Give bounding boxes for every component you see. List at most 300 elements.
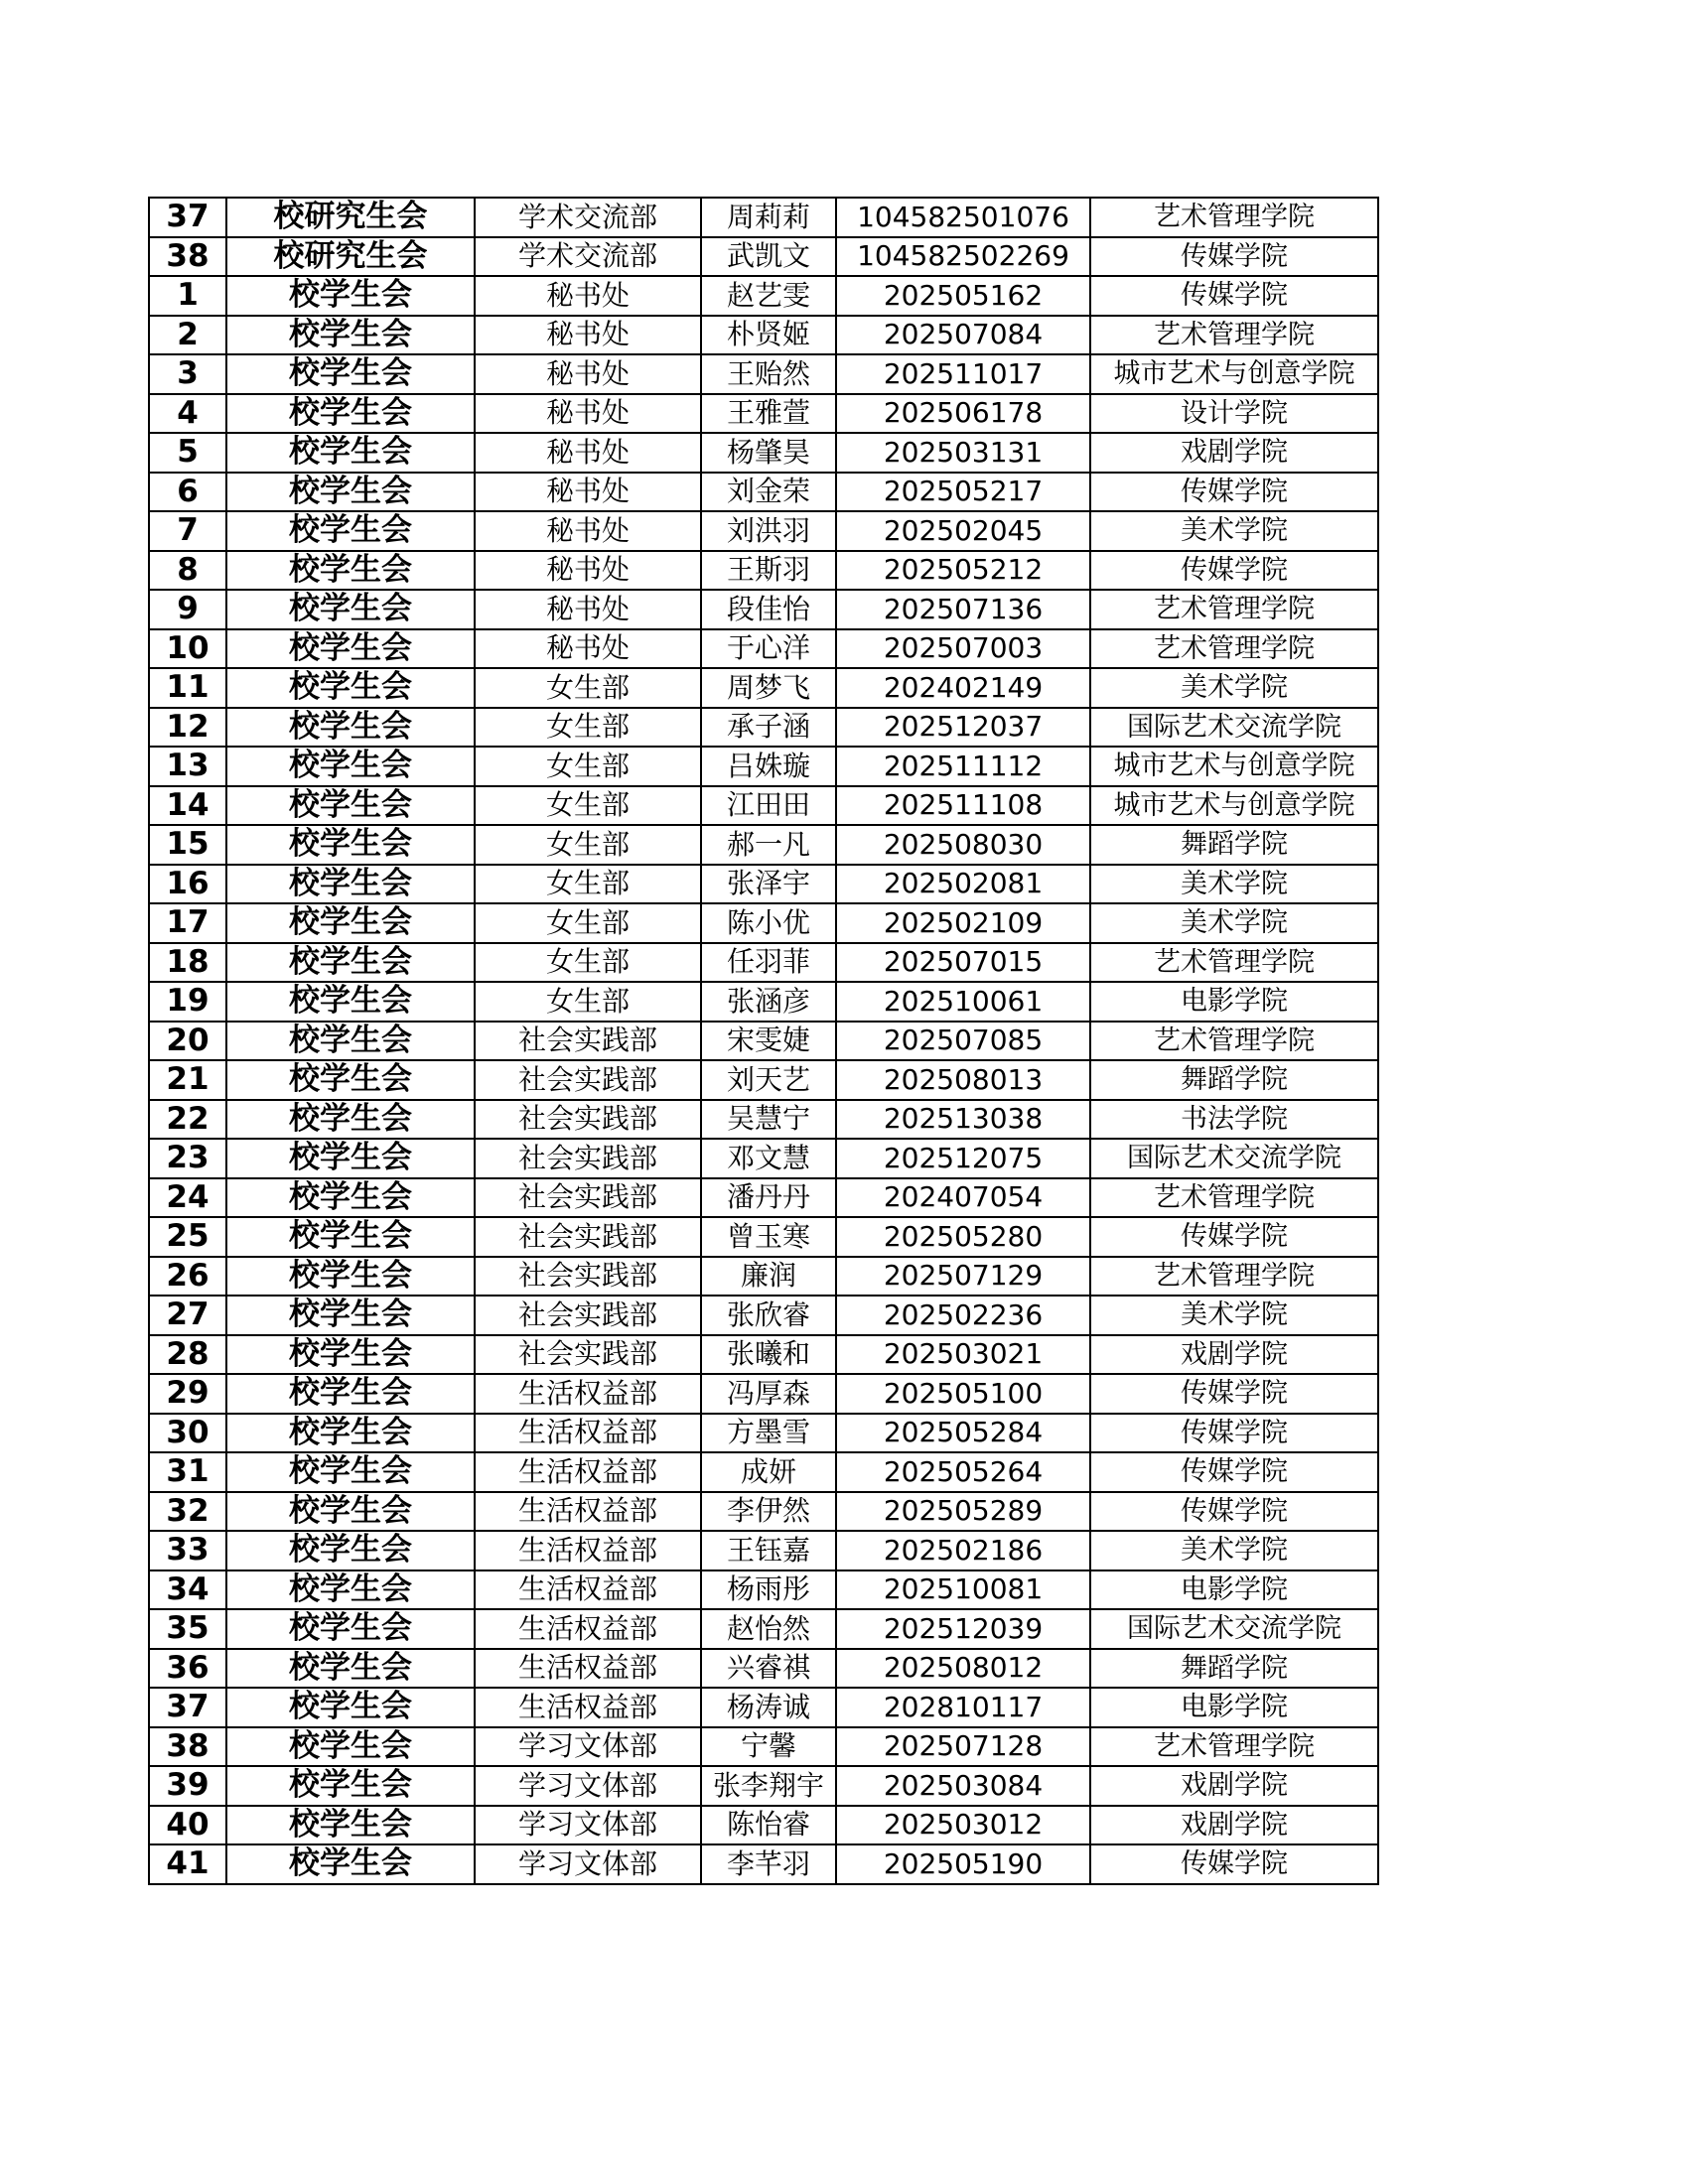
cell-number: 37 [149, 1688, 226, 1727]
cell-organization: 校学生会 [226, 903, 475, 943]
table-row [149, 1139, 1378, 1178]
cell-college: 戏剧学院 [1090, 1766, 1378, 1806]
cell-organization: 校学生会 [226, 1492, 475, 1532]
table-row [149, 198, 1378, 237]
cell-number: 22 [149, 1100, 226, 1140]
cell-college: 电影学院 [1090, 1688, 1378, 1727]
cell-department: 社会实践部 [475, 1335, 701, 1375]
cell-department: 女生部 [475, 865, 701, 904]
cell-college: 电影学院 [1090, 982, 1378, 1022]
cell-student-id: 202512039 [836, 1609, 1090, 1649]
cell-department: 社会实践部 [475, 1100, 701, 1140]
table-row [149, 1060, 1378, 1100]
cell-number: 35 [149, 1609, 226, 1649]
cell-department: 生活权益部 [475, 1414, 701, 1453]
cell-student-id: 202505280 [836, 1217, 1090, 1257]
table-row [149, 982, 1378, 1022]
table-row [149, 629, 1378, 669]
cell-number: 3 [149, 354, 226, 394]
cell-number: 5 [149, 433, 226, 473]
cell-student-name: 王钰嘉 [701, 1531, 836, 1570]
cell-college: 艺术管理学院 [1090, 198, 1378, 237]
cell-number: 37 [149, 198, 226, 237]
cell-student-name: 陈怡睿 [701, 1806, 836, 1845]
cell-college: 艺术管理学院 [1090, 590, 1378, 629]
cell-college: 美术学院 [1090, 865, 1378, 904]
cell-number: 17 [149, 903, 226, 943]
cell-student-name: 成妍 [701, 1452, 836, 1492]
cell-number: 31 [149, 1452, 226, 1492]
cell-student-name: 杨涛诚 [701, 1688, 836, 1727]
cell-organization: 校学生会 [226, 629, 475, 669]
cell-department: 社会实践部 [475, 1139, 701, 1178]
cell-number: 15 [149, 825, 226, 865]
cell-department: 秘书处 [475, 316, 701, 355]
cell-college: 书法学院 [1090, 1100, 1378, 1140]
cell-student-id: 202507015 [836, 943, 1090, 983]
table-row [149, 316, 1378, 355]
cell-student-id: 202507084 [836, 316, 1090, 355]
cell-college: 传媒学院 [1090, 1414, 1378, 1453]
cell-number: 7 [149, 511, 226, 551]
cell-student-name: 冯厚森 [701, 1374, 836, 1414]
cell-student-name: 任羽菲 [701, 943, 836, 983]
cell-student-id: 202507128 [836, 1727, 1090, 1767]
cell-student-id: 202505162 [836, 276, 1090, 316]
cell-department: 社会实践部 [475, 1022, 701, 1061]
cell-organization: 校学生会 [226, 1296, 475, 1335]
cell-department: 秘书处 [475, 511, 701, 551]
table-row [149, 590, 1378, 629]
cell-organization: 校学生会 [226, 1609, 475, 1649]
cell-student-id: 202502081 [836, 865, 1090, 904]
cell-department: 生活权益部 [475, 1374, 701, 1414]
cell-number: 16 [149, 865, 226, 904]
cell-number: 39 [149, 1766, 226, 1806]
cell-student-id: 202810117 [836, 1688, 1090, 1727]
cell-number: 25 [149, 1217, 226, 1257]
cell-number: 2 [149, 316, 226, 355]
cell-organization: 校学生会 [226, 316, 475, 355]
cell-department: 女生部 [475, 825, 701, 865]
cell-student-name: 潘丹丹 [701, 1178, 836, 1218]
cell-number: 18 [149, 943, 226, 983]
cell-organization: 校学生会 [226, 1727, 475, 1767]
cell-student-id: 202407054 [836, 1178, 1090, 1218]
cell-department: 秘书处 [475, 354, 701, 394]
table-row [149, 1531, 1378, 1570]
cell-department: 女生部 [475, 943, 701, 983]
cell-student-id: 104582502269 [836, 237, 1090, 277]
cell-number: 20 [149, 1022, 226, 1061]
cell-college: 电影学院 [1090, 1570, 1378, 1610]
cell-department: 女生部 [475, 708, 701, 748]
cell-number: 6 [149, 473, 226, 512]
cell-student-name: 武凯文 [701, 237, 836, 277]
cell-organization: 校学生会 [226, 1570, 475, 1610]
cell-student-id: 202513038 [836, 1100, 1090, 1140]
cell-department: 生活权益部 [475, 1531, 701, 1570]
table-row [149, 473, 1378, 512]
cell-student-id: 202502045 [836, 511, 1090, 551]
cell-student-id: 202511108 [836, 786, 1090, 826]
table-row [149, 747, 1378, 786]
cell-number: 10 [149, 629, 226, 669]
cell-student-id: 202502186 [836, 1531, 1090, 1570]
cell-number: 27 [149, 1296, 226, 1335]
cell-student-name: 杨雨彤 [701, 1570, 836, 1610]
cell-student-name: 刘洪羽 [701, 511, 836, 551]
cell-student-name: 张曦和 [701, 1335, 836, 1375]
cell-number: 21 [149, 1060, 226, 1100]
table-row [149, 1414, 1378, 1453]
table-row [149, 1806, 1378, 1845]
cell-student-name: 李伊然 [701, 1492, 836, 1532]
cell-organization: 校学生会 [226, 1844, 475, 1884]
cell-number: 13 [149, 747, 226, 786]
cell-college: 舞蹈学院 [1090, 825, 1378, 865]
cell-organization: 校学生会 [226, 433, 475, 473]
cell-student-id: 202508030 [836, 825, 1090, 865]
table-row [149, 825, 1378, 865]
cell-number: 14 [149, 786, 226, 826]
cell-student-name: 郝一凡 [701, 825, 836, 865]
cell-department: 社会实践部 [475, 1296, 701, 1335]
cell-college: 艺术管理学院 [1090, 1022, 1378, 1061]
cell-college: 戏剧学院 [1090, 1335, 1378, 1375]
cell-student-id: 202505289 [836, 1492, 1090, 1532]
cell-college: 传媒学院 [1090, 1374, 1378, 1414]
table-row [149, 1492, 1378, 1532]
cell-number: 38 [149, 237, 226, 277]
cell-student-name: 吴慧宁 [701, 1100, 836, 1140]
cell-number: 4 [149, 394, 226, 434]
cell-student-id: 202505284 [836, 1414, 1090, 1453]
cell-department: 社会实践部 [475, 1060, 701, 1100]
cell-number: 36 [149, 1649, 226, 1689]
table-row [149, 1452, 1378, 1492]
cell-student-id: 202503021 [836, 1335, 1090, 1375]
cell-number: 38 [149, 1727, 226, 1767]
cell-student-name: 刘天艺 [701, 1060, 836, 1100]
cell-student-name: 张欣睿 [701, 1296, 836, 1335]
cell-organization: 校学生会 [226, 1766, 475, 1806]
cell-student-id: 202511112 [836, 747, 1090, 786]
cell-college: 舞蹈学院 [1090, 1060, 1378, 1100]
cell-department: 学术交流部 [475, 198, 701, 237]
cell-college: 戏剧学院 [1090, 433, 1378, 473]
cell-organization: 校学生会 [226, 982, 475, 1022]
cell-department: 女生部 [475, 982, 701, 1022]
cell-student-name: 吕姝璇 [701, 747, 836, 786]
cell-organization: 校学生会 [226, 865, 475, 904]
cell-student-name: 王雅萱 [701, 394, 836, 434]
cell-student-name: 张泽宇 [701, 865, 836, 904]
table-row [149, 668, 1378, 708]
cell-organization: 校学生会 [226, 786, 475, 826]
cell-college: 传媒学院 [1090, 1844, 1378, 1884]
cell-student-id: 202507136 [836, 590, 1090, 629]
cell-department: 社会实践部 [475, 1257, 701, 1297]
cell-student-id: 202402149 [836, 668, 1090, 708]
cell-organization: 校学生会 [226, 590, 475, 629]
cell-department: 学习文体部 [475, 1727, 701, 1767]
cell-college: 传媒学院 [1090, 551, 1378, 591]
cell-department: 社会实践部 [475, 1217, 701, 1257]
cell-student-id: 202505212 [836, 551, 1090, 591]
cell-organization: 校学生会 [226, 1374, 475, 1414]
cell-student-id: 202510081 [836, 1570, 1090, 1610]
cell-organization: 校学生会 [226, 511, 475, 551]
table-row [149, 354, 1378, 394]
cell-department: 秘书处 [475, 276, 701, 316]
cell-college: 城市艺术与创意学院 [1090, 747, 1378, 786]
table-row [149, 786, 1378, 826]
cell-organization: 校学生会 [226, 551, 475, 591]
cell-department: 女生部 [475, 786, 701, 826]
cell-college: 传媒学院 [1090, 1452, 1378, 1492]
cell-college: 艺术管理学院 [1090, 1727, 1378, 1767]
cell-number: 8 [149, 551, 226, 591]
cell-organization: 校研究生会 [226, 237, 475, 277]
table-row [149, 943, 1378, 983]
table-row [149, 1609, 1378, 1649]
cell-department: 生活权益部 [475, 1609, 701, 1649]
cell-department: 女生部 [475, 668, 701, 708]
cell-organization: 校学生会 [226, 1414, 475, 1453]
cell-student-name: 刘金荣 [701, 473, 836, 512]
cell-number: 40 [149, 1806, 226, 1845]
cell-department: 秘书处 [475, 433, 701, 473]
cell-college: 传媒学院 [1090, 237, 1378, 277]
cell-student-id: 202502109 [836, 903, 1090, 943]
cell-student-name: 李芊羽 [701, 1844, 836, 1884]
cell-student-id: 104582501076 [836, 198, 1090, 237]
cell-number: 28 [149, 1335, 226, 1375]
cell-student-name: 兴睿祺 [701, 1649, 836, 1689]
cell-department: 秘书处 [475, 473, 701, 512]
table-row [149, 511, 1378, 551]
cell-department: 女生部 [475, 747, 701, 786]
cell-organization: 校学生会 [226, 1452, 475, 1492]
cell-organization: 校研究生会 [226, 198, 475, 237]
cell-student-id: 202502236 [836, 1296, 1090, 1335]
cell-organization: 校学生会 [226, 473, 475, 512]
cell-college: 传媒学院 [1090, 1217, 1378, 1257]
cell-number: 29 [149, 1374, 226, 1414]
cell-organization: 校学生会 [226, 1217, 475, 1257]
cell-number: 24 [149, 1178, 226, 1218]
cell-number: 32 [149, 1492, 226, 1532]
cell-student-name: 王贻然 [701, 354, 836, 394]
cell-organization: 校学生会 [226, 394, 475, 434]
table-row [149, 903, 1378, 943]
table-row [149, 1100, 1378, 1140]
cell-student-id: 202503084 [836, 1766, 1090, 1806]
cell-organization: 校学生会 [226, 276, 475, 316]
table-row [149, 237, 1378, 277]
cell-number: 23 [149, 1139, 226, 1178]
cell-student-name: 杨肇昊 [701, 433, 836, 473]
cell-college: 美术学院 [1090, 1296, 1378, 1335]
cell-department: 秘书处 [475, 394, 701, 434]
table-row [149, 1296, 1378, 1335]
cell-student-name: 宁馨 [701, 1727, 836, 1767]
cell-organization: 校学生会 [226, 354, 475, 394]
cell-organization: 校学生会 [226, 1257, 475, 1297]
cell-college: 美术学院 [1090, 903, 1378, 943]
cell-department: 生活权益部 [475, 1688, 701, 1727]
cell-student-name: 周梦飞 [701, 668, 836, 708]
cell-organization: 校学生会 [226, 1531, 475, 1570]
cell-student-name: 陈小优 [701, 903, 836, 943]
table-row [149, 1257, 1378, 1297]
roster-table-body [149, 198, 1378, 1884]
cell-number: 26 [149, 1257, 226, 1297]
cell-student-name: 周莉莉 [701, 198, 836, 237]
cell-college: 艺术管理学院 [1090, 316, 1378, 355]
cell-department: 生活权益部 [475, 1492, 701, 1532]
cell-college: 美术学院 [1090, 668, 1378, 708]
cell-student-id: 202508013 [836, 1060, 1090, 1100]
table-row [149, 1335, 1378, 1375]
table-row [149, 865, 1378, 904]
cell-department: 学习文体部 [475, 1766, 701, 1806]
cell-department: 社会实践部 [475, 1178, 701, 1218]
cell-organization: 校学生会 [226, 825, 475, 865]
cell-organization: 校学生会 [226, 1100, 475, 1140]
cell-number: 12 [149, 708, 226, 748]
cell-organization: 校学生会 [226, 1022, 475, 1061]
roster-table [148, 197, 1379, 1885]
cell-student-id: 202505264 [836, 1452, 1090, 1492]
cell-college: 舞蹈学院 [1090, 1649, 1378, 1689]
cell-student-name: 王斯羽 [701, 551, 836, 591]
cell-department: 学习文体部 [475, 1806, 701, 1845]
cell-number: 34 [149, 1570, 226, 1610]
cell-student-id: 202507129 [836, 1257, 1090, 1297]
cell-organization: 校学生会 [226, 1139, 475, 1178]
cell-number: 41 [149, 1844, 226, 1884]
cell-department: 秘书处 [475, 551, 701, 591]
table-row [149, 394, 1378, 434]
cell-student-name: 宋雯婕 [701, 1022, 836, 1061]
cell-organization: 校学生会 [226, 747, 475, 786]
cell-organization: 校学生会 [226, 668, 475, 708]
cell-college: 艺术管理学院 [1090, 1178, 1378, 1218]
cell-number: 11 [149, 668, 226, 708]
cell-student-id: 202505217 [836, 473, 1090, 512]
table-row [149, 1178, 1378, 1218]
cell-department: 学习文体部 [475, 1844, 701, 1884]
cell-organization: 校学生会 [226, 1806, 475, 1845]
table-row [149, 1217, 1378, 1257]
cell-student-id: 202503131 [836, 433, 1090, 473]
cell-department: 秘书处 [475, 590, 701, 629]
table-row [149, 1688, 1378, 1727]
cell-department: 女生部 [475, 903, 701, 943]
cell-student-id: 202506178 [836, 394, 1090, 434]
cell-college: 城市艺术与创意学院 [1090, 354, 1378, 394]
table-row [149, 1727, 1378, 1767]
table-row [149, 1570, 1378, 1610]
cell-student-name: 张涵彦 [701, 982, 836, 1022]
table-row [149, 1374, 1378, 1414]
cell-student-name: 邓文慧 [701, 1139, 836, 1178]
cell-student-name: 承子涵 [701, 708, 836, 748]
cell-organization: 校学生会 [226, 1688, 475, 1727]
cell-student-name: 方墨雪 [701, 1414, 836, 1453]
cell-student-id: 202507085 [836, 1022, 1090, 1061]
cell-college: 国际艺术交流学院 [1090, 1139, 1378, 1178]
cell-number: 30 [149, 1414, 226, 1453]
table-row [149, 1844, 1378, 1884]
cell-student-name: 段佳怡 [701, 590, 836, 629]
cell-college: 设计学院 [1090, 394, 1378, 434]
cell-number: 9 [149, 590, 226, 629]
cell-college: 戏剧学院 [1090, 1806, 1378, 1845]
cell-number: 33 [149, 1531, 226, 1570]
cell-student-id: 202512075 [836, 1139, 1090, 1178]
cell-student-name: 赵怡然 [701, 1609, 836, 1649]
cell-organization: 校学生会 [226, 943, 475, 983]
table-row [149, 1766, 1378, 1806]
cell-organization: 校学生会 [226, 1335, 475, 1375]
cell-department: 秘书处 [475, 629, 701, 669]
cell-college: 城市艺术与创意学院 [1090, 786, 1378, 826]
table-row [149, 551, 1378, 591]
cell-student-id: 202503012 [836, 1806, 1090, 1845]
cell-college: 艺术管理学院 [1090, 629, 1378, 669]
cell-organization: 校学生会 [226, 1178, 475, 1218]
table-row [149, 1649, 1378, 1689]
cell-department: 生活权益部 [475, 1649, 701, 1689]
cell-college: 美术学院 [1090, 511, 1378, 551]
cell-student-name: 赵艺雯 [701, 276, 836, 316]
cell-college: 艺术管理学院 [1090, 943, 1378, 983]
cell-student-id: 202508012 [836, 1649, 1090, 1689]
cell-student-name: 江田田 [701, 786, 836, 826]
cell-department: 学术交流部 [475, 237, 701, 277]
cell-student-id: 202512037 [836, 708, 1090, 748]
cell-number: 19 [149, 982, 226, 1022]
cell-number: 1 [149, 276, 226, 316]
cell-organization: 校学生会 [226, 1649, 475, 1689]
cell-college: 国际艺术交流学院 [1090, 1609, 1378, 1649]
cell-student-id: 202511017 [836, 354, 1090, 394]
cell-student-name: 廉润 [701, 1257, 836, 1297]
cell-college: 国际艺术交流学院 [1090, 708, 1378, 748]
cell-student-id: 202505190 [836, 1844, 1090, 1884]
cell-student-id: 202507003 [836, 629, 1090, 669]
cell-student-name: 朴贤姬 [701, 316, 836, 355]
cell-organization: 校学生会 [226, 708, 475, 748]
cell-department: 生活权益部 [475, 1570, 701, 1610]
cell-college: 美术学院 [1090, 1531, 1378, 1570]
cell-student-id: 202510061 [836, 982, 1090, 1022]
cell-department: 生活权益部 [475, 1452, 701, 1492]
cell-student-name: 张李翔宇 [701, 1766, 836, 1806]
cell-student-name: 于心洋 [701, 629, 836, 669]
cell-college: 传媒学院 [1090, 1492, 1378, 1532]
table-row [149, 708, 1378, 748]
cell-college: 艺术管理学院 [1090, 1257, 1378, 1297]
cell-student-name: 曾玉寒 [701, 1217, 836, 1257]
cell-student-id: 202505100 [836, 1374, 1090, 1414]
cell-organization: 校学生会 [226, 1060, 475, 1100]
cell-college: 传媒学院 [1090, 473, 1378, 512]
table-row [149, 276, 1378, 316]
